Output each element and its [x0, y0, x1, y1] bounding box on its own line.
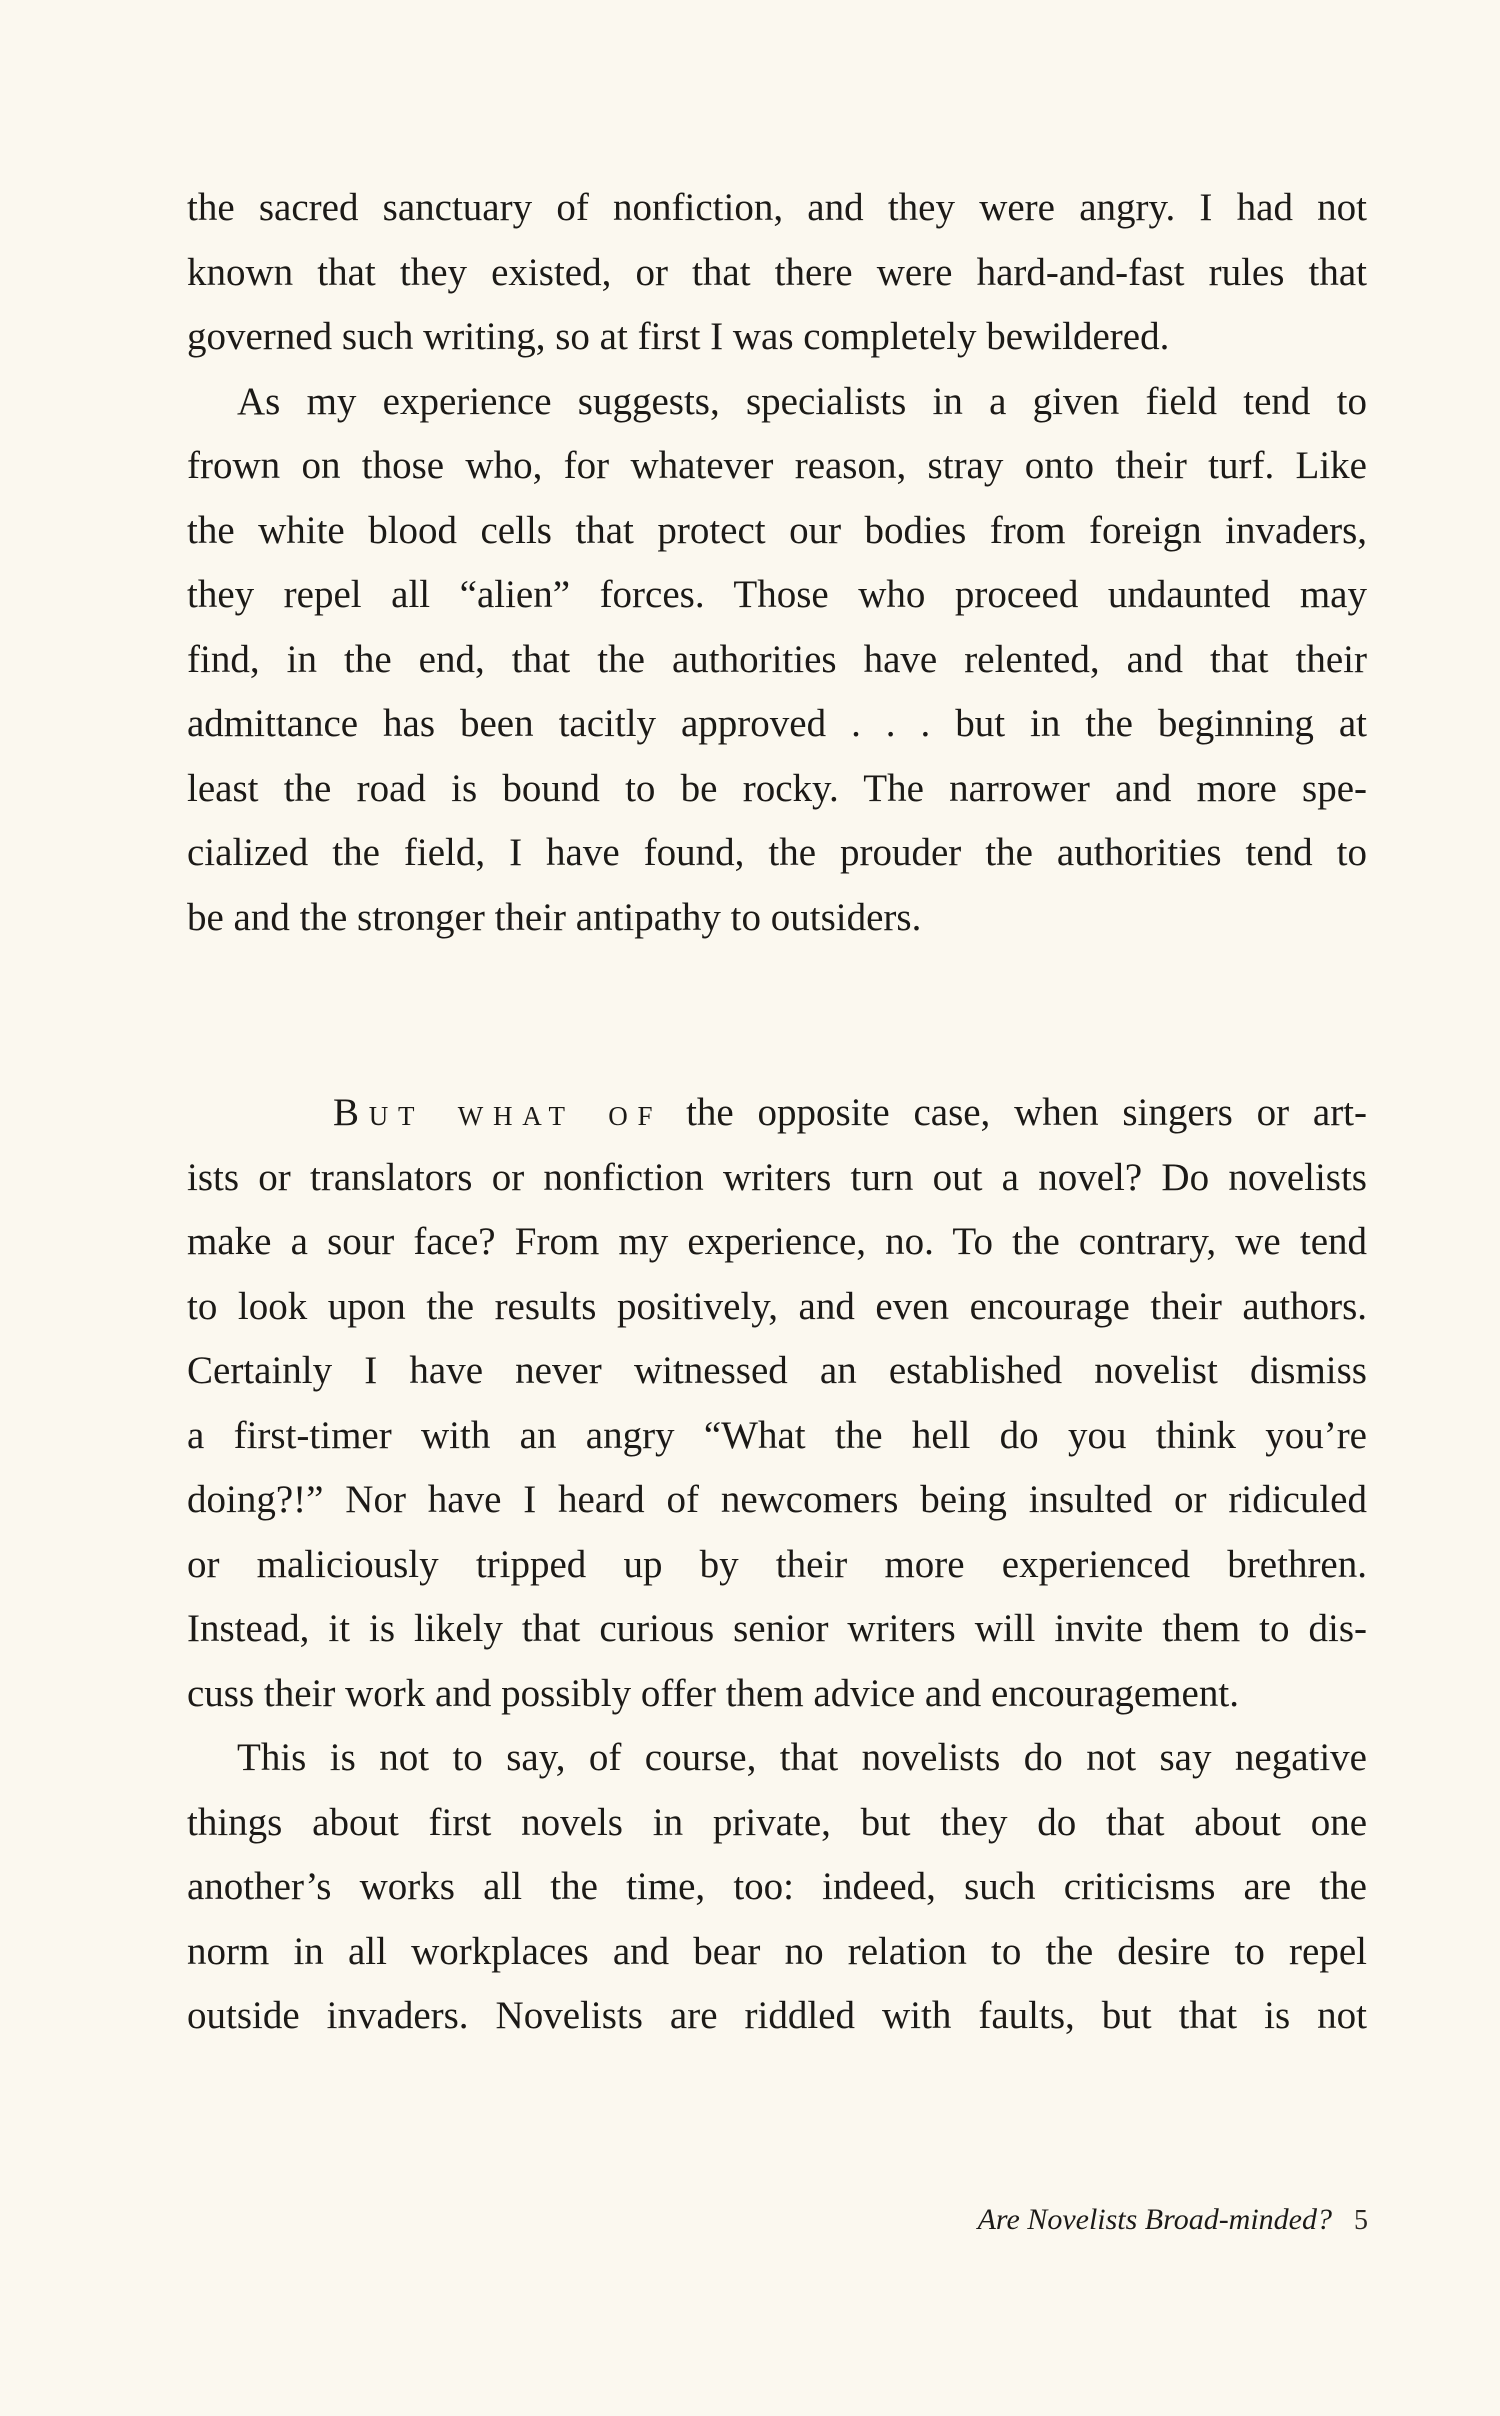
text-line: or maliciously tripped up by their more experienced brethren. [187, 1542, 1367, 1586]
text-line: governed such writing, so at first I was completely bewildered. [187, 315, 1170, 358]
paragraph-not-to-say [187, 1726, 1367, 2049]
text-line: things about first novels in private, but they do that about one [187, 1800, 1367, 1844]
paragraph-continuation [187, 176, 1367, 370]
text-block-upper [187, 176, 1367, 950]
running-title: Are Novelists Broad-minded? [977, 2203, 1332, 2236]
text-line: the sacred sanctuary of nonfiction, and they were angry. I had not [187, 186, 1367, 229]
text-line: norm in all workplaces and bear no relation to the desire to repel [187, 1929, 1367, 1973]
small-caps-lead: But what of [333, 1091, 663, 1134]
text-line: frown on those who, for whatever reason, stray onto their turf. Like [187, 444, 1367, 487]
text-line: known that they existed, or that there were hard-and-fast rules that [187, 250, 1367, 294]
paragraph-specialists [187, 370, 1367, 951]
text-line: ists or translators or nonfiction writers turn out a novel? Do novelists [187, 1155, 1367, 1199]
text-line: doing?!” Nor have I heard of newcomers being insulted or ridiculed [187, 1478, 1367, 1521]
text-line: least the road is bound to be rocky. The narrower and more spe- [187, 766, 1367, 810]
text-line: to look upon the results positively, and even encourage their authors. [187, 1284, 1367, 1328]
text-line: As my experience suggests, specialists in a given field tend to [237, 379, 1367, 423]
text-line: admittance has been tacitly approved . . . but in the beginning at [187, 702, 1367, 745]
page-footer [700, 2195, 1368, 2245]
text-line: they repel all “alien” forces. Those who proceed undaunted may [187, 573, 1367, 616]
text-line: find, in the end, that the authorities have relented, and that their [187, 637, 1367, 681]
text-line: another’s works all the time, too: indeed, such criticisms are the [187, 1865, 1367, 1908]
text-line [187, 1081, 1367, 1146]
text-line: Instead, it is likely that curious senior writers will invite them to dis- [187, 1607, 1367, 1650]
text-line: Certainly I have never witnessed an established novelist dismiss [187, 1349, 1367, 1392]
text-line: the white blood cells that protect our bodies from foreign invaders, [187, 508, 1367, 552]
text-line: cuss their work and possibly offer them advice and encouragement. [187, 1671, 1239, 1715]
paragraph-section-start [187, 1081, 1367, 1726]
page-number: 5 [1354, 2205, 1368, 2236]
text-line: cialized the field, I have found, the prouder the authorities tend to [187, 831, 1367, 874]
text-line: be and the stronger their antipathy to outsiders. [187, 895, 922, 939]
text-block-lower [187, 1081, 1367, 2049]
text-line: This is not to say, of course, that novelists do not say negative [237, 1736, 1367, 1779]
text-line: outside invaders. Novelists are riddled with faults, but that is not [187, 1994, 1367, 2037]
text-line: a first-timer with an angry “What the hell do you think you’re [187, 1413, 1367, 1457]
text-line-remainder: the opposite case, when singers or art- [662, 1091, 1367, 1134]
text-line: make a sour face? From my experience, no. To the contrary, we tend [187, 1220, 1367, 1263]
